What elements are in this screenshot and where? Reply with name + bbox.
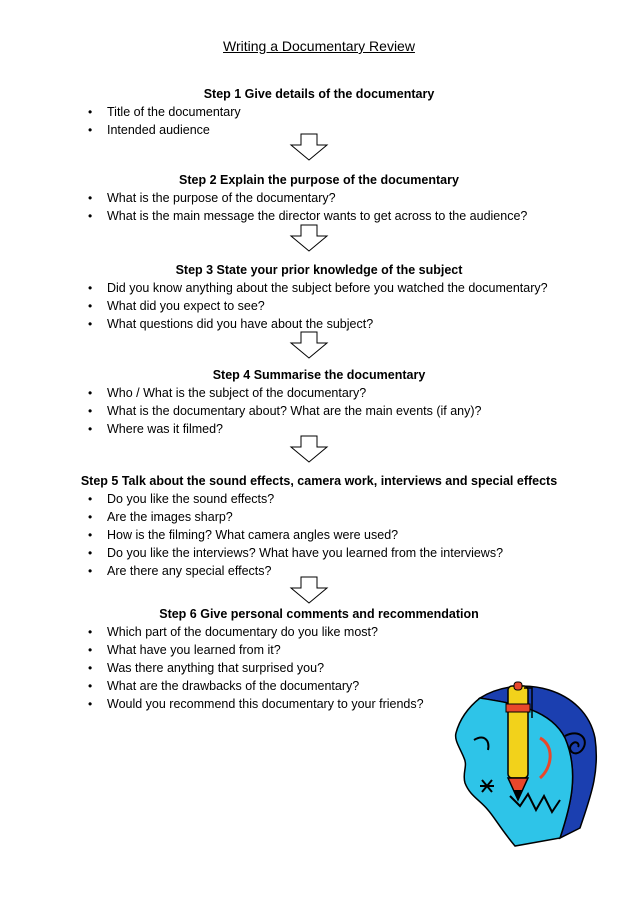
step-heading: Step 2 Explain the purpose of the documentary	[179, 173, 459, 187]
list-item: • What have you learned from it?	[0, 641, 638, 659]
head-with-pen-icon	[440, 678, 600, 848]
list-item: • What did you expect to see?	[0, 297, 638, 315]
down-arrow-icon	[289, 435, 329, 463]
step-4	[0, 367, 638, 438]
list-item: • How is the filming? What camera angles were used?	[0, 526, 638, 544]
bullet-list	[0, 279, 638, 333]
page-title: Writing a Documentary Review	[223, 38, 415, 54]
bullet-list	[0, 490, 638, 580]
step-heading: Step 5 Talk about the sound effects, camera work, interviews and special effects	[80, 474, 558, 488]
list-item: • Did you know anything about the subject before you watched the documentary?	[0, 279, 638, 297]
list-item: • Title of the documentary	[0, 103, 638, 121]
list-item: • What are the drawbacks of the documentary?	[0, 677, 638, 695]
list-item: • Who / What is the subject of the documentary?	[0, 384, 638, 402]
bullet-list	[0, 384, 638, 438]
list-item: • Which part of the documentary do you like most?	[0, 623, 638, 641]
bullet-list	[0, 189, 638, 225]
list-item: • Do you like the interviews? What have you learned from the interviews?	[0, 544, 638, 562]
step-1	[0, 86, 638, 139]
list-item: • Intended audience	[0, 121, 638, 139]
step-5	[0, 473, 638, 580]
down-arrow-icon	[289, 576, 329, 604]
step-heading: Step 1 Give details of the documentary	[203, 87, 435, 101]
list-item: • What is the documentary about? What are the main events (if any)?	[0, 402, 638, 420]
list-item: • Where was it filmed?	[0, 420, 638, 438]
step-heading: Step 6 Give personal comments and recommendation	[159, 607, 479, 621]
step-2	[0, 172, 638, 225]
list-item: • What questions did you have about the subject?	[0, 315, 638, 333]
list-item: • Was there anything that surprised you?	[0, 659, 638, 677]
list-item: • What is the purpose of the documentary?	[0, 189, 638, 207]
step-heading: Step 4 Summarise the documentary	[212, 368, 426, 382]
list-item: • Do you like the sound effects?	[0, 490, 638, 508]
list-item: • Are the images sharp?	[0, 508, 638, 526]
list-item: • Would you recommend this documentary to your friends?	[0, 695, 638, 713]
down-arrow-icon	[289, 133, 329, 161]
list-item: • What is the main message the director wants to get across to the audience?	[0, 207, 638, 225]
step-heading: Step 3 State your prior knowledge of the subject	[175, 263, 463, 277]
down-arrow-icon	[289, 331, 329, 359]
step-3	[0, 262, 638, 333]
list-item: • Are there any special effects?	[0, 562, 638, 580]
down-arrow-icon	[289, 224, 329, 252]
